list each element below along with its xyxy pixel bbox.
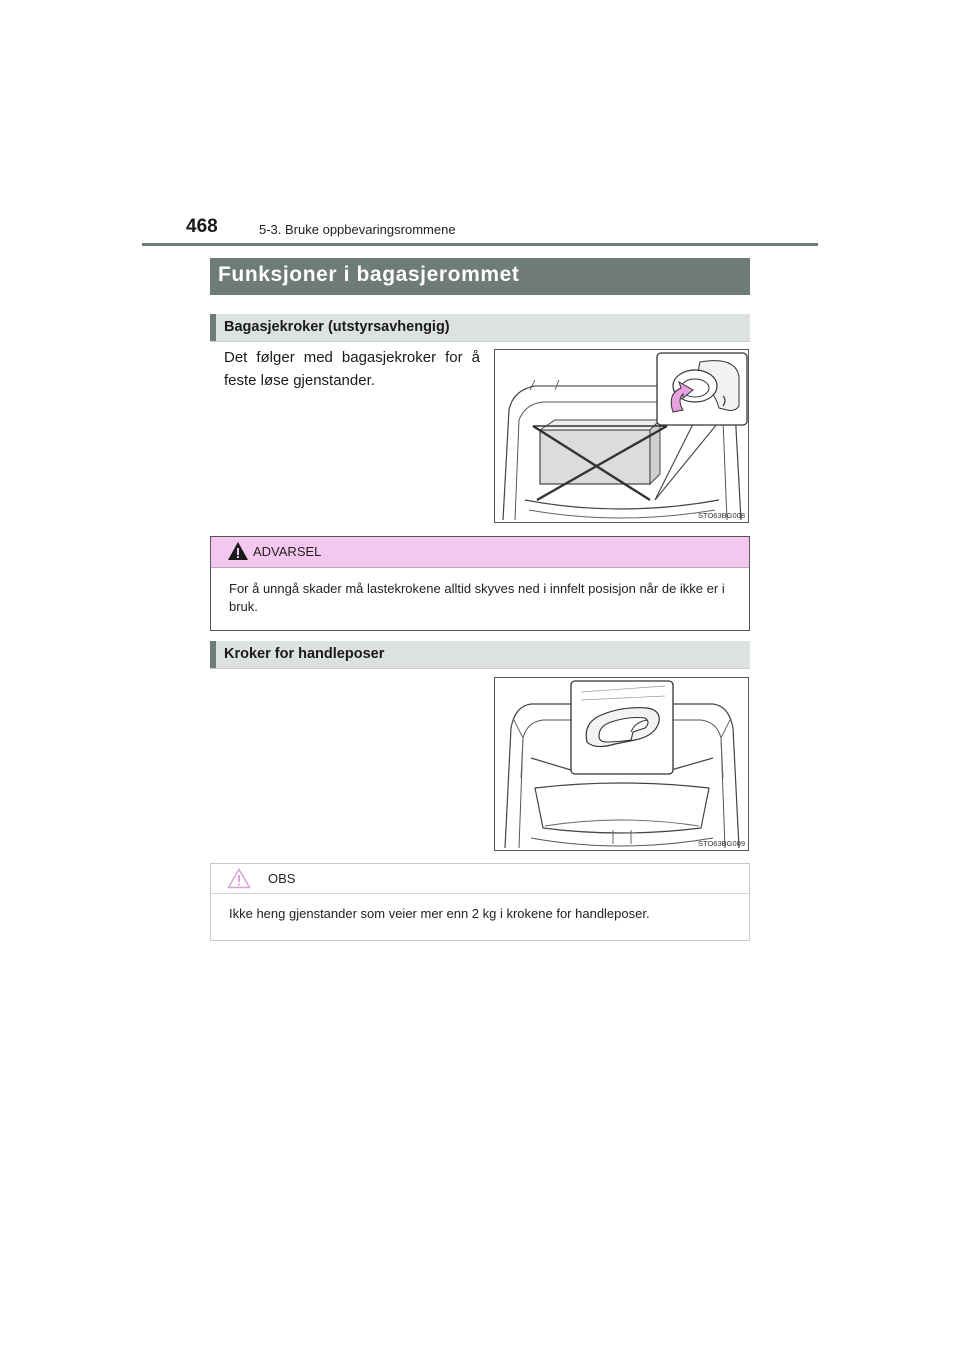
warning-header — [211, 537, 749, 568]
luggage-hooks-description: Det følger med bagasjekroker for å feste løse gjenstander. — [224, 349, 480, 389]
section-title: Funksjoner i bagasjerommet — [218, 263, 520, 286]
luggage-hooks-illustration — [494, 349, 749, 523]
warning-triangle-icon — [227, 541, 249, 561]
notice-text: Ikke heng gjenstander som veier mer enn 2 kg i krokene for handleposer. — [229, 906, 650, 921]
page-number: 468 — [186, 216, 218, 237]
notice-header — [211, 864, 749, 894]
subheading-shopping-hooks-text: Kroker for handleposer — [224, 646, 385, 662]
caution-triangle-outline-icon — [227, 868, 251, 889]
section-title-bar — [210, 258, 750, 295]
shopping-hooks-illustration — [494, 677, 749, 851]
subheading-shopping-hooks — [210, 641, 750, 669]
warning-text: For å unngå skader må lastekrokene alltid skyves ned i innfelt posisjon når de ikke er i bruk. — [229, 581, 725, 614]
warning-label: ADVARSEL — [253, 544, 322, 559]
notice-label: OBS — [268, 871, 296, 886]
notice-box — [210, 863, 750, 941]
figure-code: STO63BG009 — [698, 839, 745, 848]
warning-box — [210, 536, 750, 631]
figure-code: STO63BG008 — [698, 511, 745, 520]
subheading-luggage-hooks-text: Bagasjekroker (utstyrsavhengig) — [224, 319, 450, 335]
breadcrumb: 5-3. Bruke oppbevaringsrommene — [259, 222, 456, 237]
subheading-luggage-hooks — [210, 314, 750, 342]
header-divider — [142, 243, 818, 246]
